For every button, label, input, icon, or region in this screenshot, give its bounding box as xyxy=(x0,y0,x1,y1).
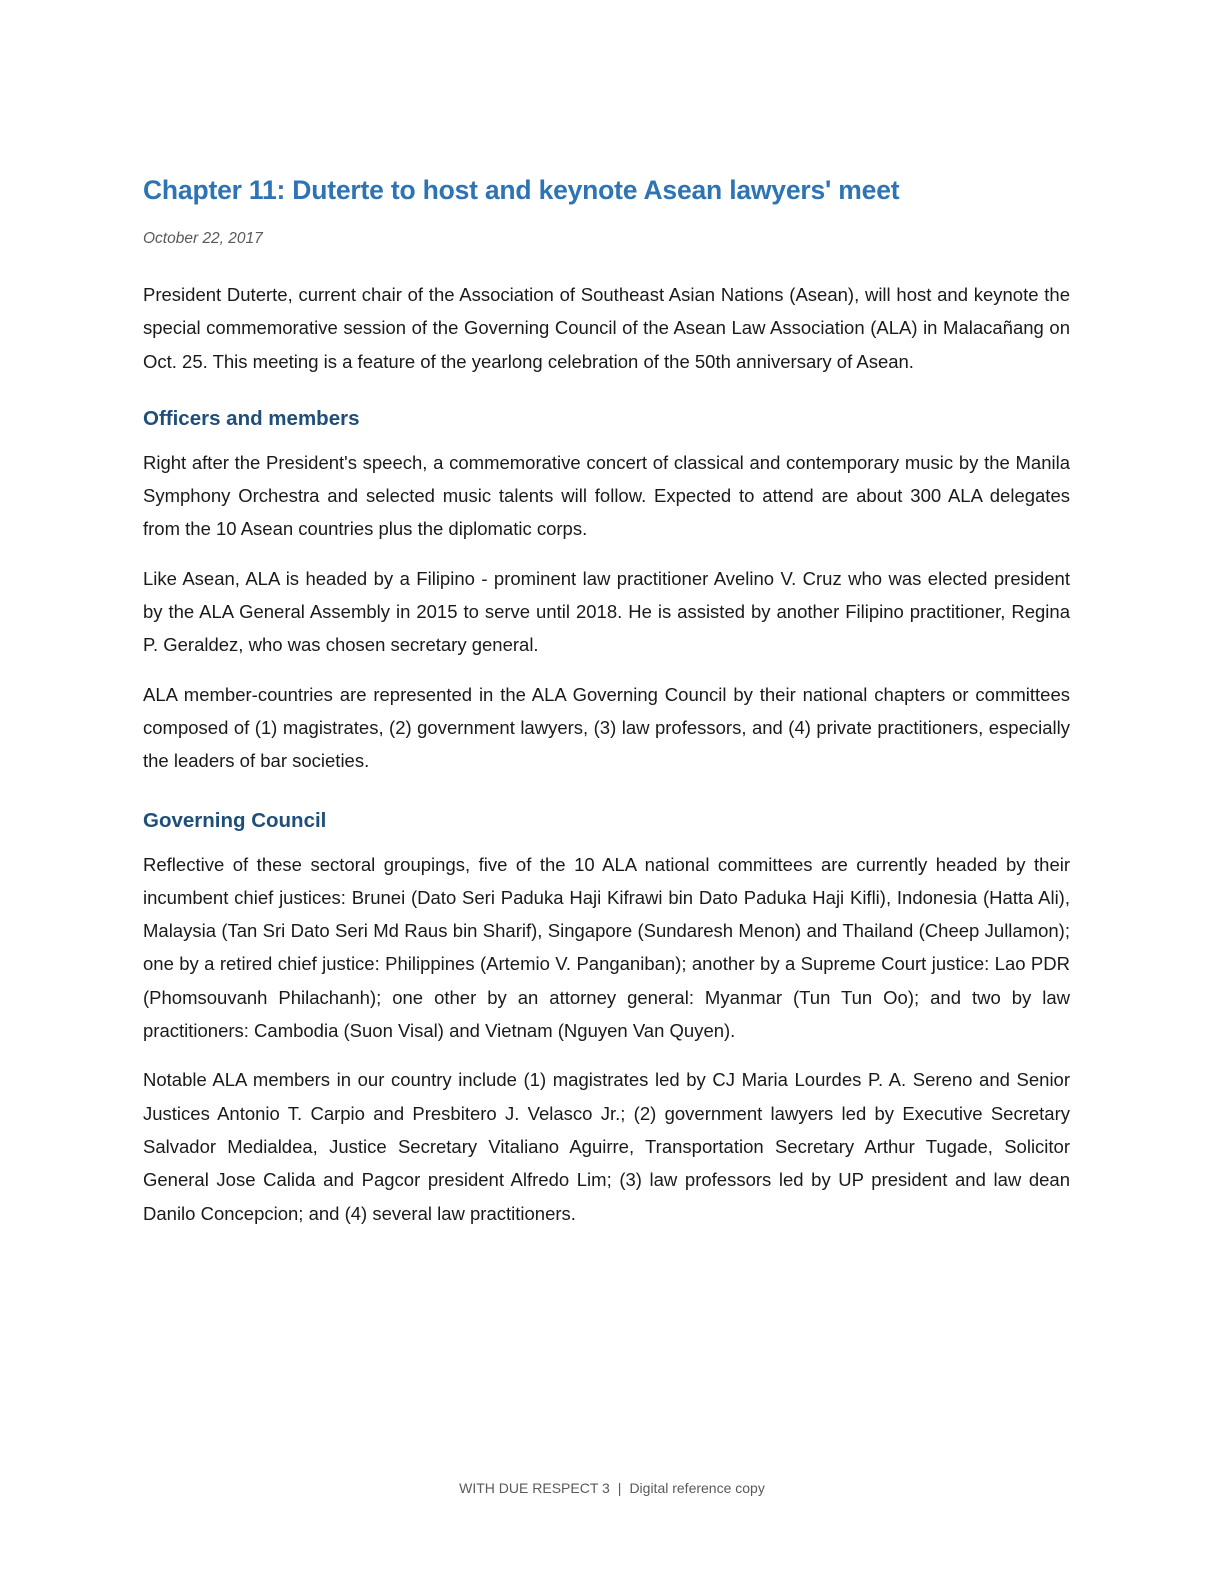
footer-copy-note: Digital reference copy xyxy=(629,1480,765,1496)
body-paragraph: Notable ALA members in our country include (1) magistrates led by CJ Maria Lourdes P. A. Sereno and Senior Justices Antonio T. Carpio and Presbitero J. Velasco Jr.; (2) government lawyers led by Executive Secretary Salvador Medialdea, Justice Secretary Vitaliano Aguirre, Transportation Secretary Arthur Tugade, Solicitor General Jose Calida and Pagcor president Alfredo Lim; (3) law professors led by UP president and law dean Danilo Concepcion; and (4) several law practitioners. xyxy=(143,1069,1070,1224)
footer-separator: | xyxy=(617,1480,622,1496)
body-paragraph: Like Asean, ALA is headed by a Filipino - prominent law practitioner Avelino V. Cruz who was elected president by the ALA General Assembly in 2015 to serve until 2018. He is assisted by another Filipino practitioner, Regina P. Geraldez, who was chosen secretary general. xyxy=(143,567,1070,656)
section-heading-governing-council: Governing Council xyxy=(143,808,327,832)
page-footer xyxy=(0,1478,1224,1498)
body-paragraph: ALA member-countries are represented in the ALA Governing Council by their national chapters or committees composed of (1) magistrates, (2) government lawyers, (3) law professors, and (4) private practitioners, especially the leaders of bar societies. xyxy=(143,683,1070,772)
chapter-title: Chapter 11: Duterte to host and keynote Asean lawyers' meet xyxy=(143,175,900,205)
document-page xyxy=(143,168,1070,1230)
body-paragraph: Reflective of these sectoral groupings, five of the 10 ALA national committees are currently headed by their incumbent chief justices: Brunei (Dato Seri Paduka Haji Kifrawi bin Dato Paduka Haji Kifli), Indonesia (Hatta Ali), Malaysia (Tan Sri Dato Seri Md Raus bin Sharif), Singapore (Sundaresh Menon) and Thailand (Cheep Jullamon); one by a retired chief justice: Philippines (Artemio V. Panganiban); another by a Supreme Court justice: Lao PDR (Phomsouvanh Philachanh); one other by an attorney general: Myanmar (Tun Tun Oo); and two by law practitioners: Cambodia (Suon Visal) and Vietnam (Nguyen Van Quyen). xyxy=(143,853,1070,1042)
intro-paragraph: President Duterte, current chair of the Association of Southeast Asian Nations (Asean), will host and keynote the special commemorative session of the Governing Council of the Asean Law Association (ALA) in Malacañang on Oct. 25. This meeting is a feature of the yearlong celebration of the 50th anniversary of Asean. xyxy=(143,284,1070,372)
body-paragraph: Right after the President's speech, a commemorative concert of classical and contemporary music by the Manila Symphony Orchestra and selected music talents will follow. Expected to attend are about 300 ALA delegates from the 10 Asean countries plus the diplomatic corps. xyxy=(143,451,1070,540)
footer-book-title: WITH DUE RESPECT 3 xyxy=(459,1480,610,1496)
article-date: October 22, 2017 xyxy=(143,230,263,247)
section-heading-officers-and-members: Officers and members xyxy=(143,406,360,430)
